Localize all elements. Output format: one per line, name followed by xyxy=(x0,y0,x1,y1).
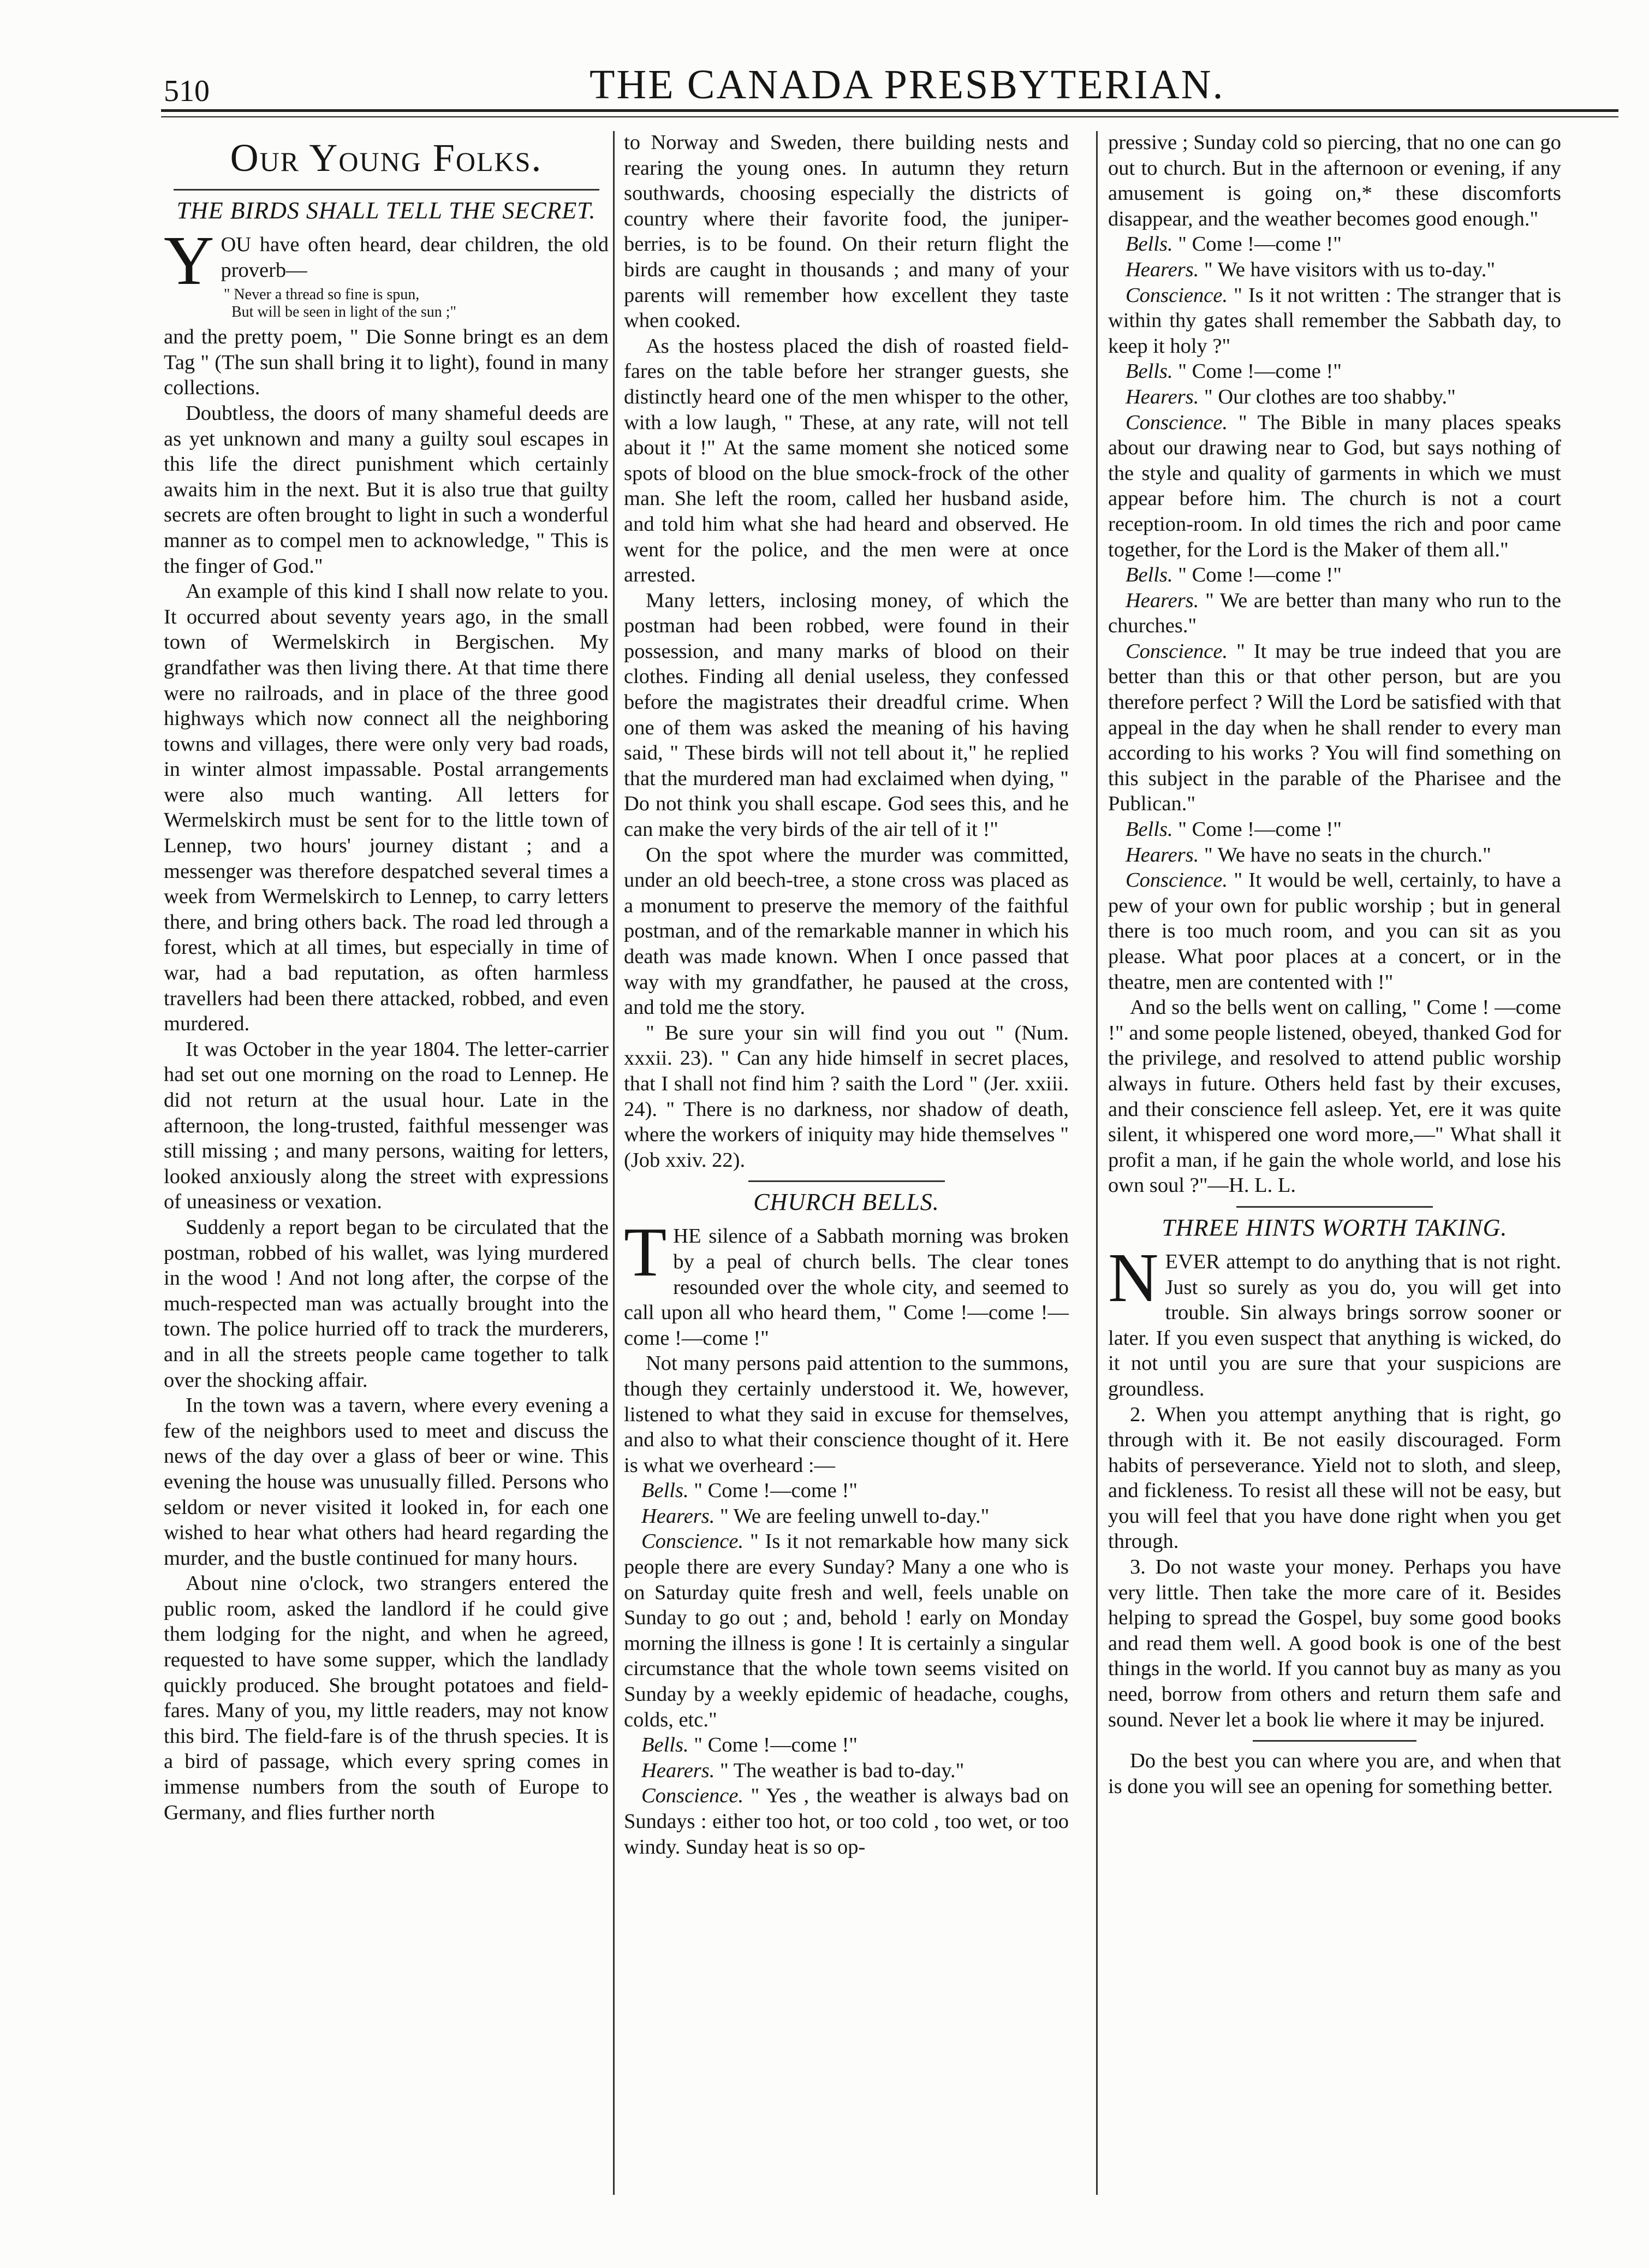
speaker: Hearers. xyxy=(1126,258,1199,281)
paragraph: to Norway and Sweden, there building nests and rearing the young ones. In autumn they return southwards, choosing especially the districts of country where their favorite food, the juniper-berries, is to be found. On their return flight the birds are caught in thousands ; and many of your parents will remember how excellent they taste when cooked. xyxy=(624,131,1069,333)
speech: " Our clothes are too shabby." xyxy=(1199,385,1456,408)
story-title: THE BIRDS SHALL TELL THE SECRET. xyxy=(176,197,596,224)
speech: " We have visitors with us to-day." xyxy=(1199,258,1496,281)
dialogue-line xyxy=(1108,817,1561,842)
paragraph: 3. Do not waste your money. Perhaps you have very little. Then take the more care of it. Besides helping to spread the Gospel, buy some good books and read them well. A good book is one of the best things in the world. If you cannot buy as many as you need, borrow from others and return them safe and sound. Never let a book lie where it may be injured. xyxy=(1108,1555,1561,1731)
paragraph: Suddenly a report began to be circulated that the postman, robbed of his wallet, was lying murdered in the wood ! And not long after, the corpse of the much-respected man was actually brought into the town. The police hurried off to track the murderers, and in all the streets people came together to talk over the shocking affair. xyxy=(164,1215,609,1392)
dialogue-line xyxy=(1108,562,1561,588)
dialogue-line xyxy=(624,1732,1069,1758)
speech: " Yes , the weather is always bad on Sundays : either too hot, or too cold , too wet, or too windy. Sunday heat is so op- xyxy=(624,1784,1069,1859)
paragraph: THE silence of a Sabbath morning was broken by a peal of church bells. The clear tones resounded over the whole city, and seemed to call upon all who heard them, " Come !—come !—come !—come !" xyxy=(624,1213,1069,1350)
paragraph: pressive ; Sunday cold so piercing, that no one can go out to church. But in the afternoon or evening, if any amusement is going on,* these discomforts disappear, and the weather becomes good enough." xyxy=(1108,131,1561,230)
speech: " The weather is bad to-day." xyxy=(715,1759,965,1782)
article-separator xyxy=(1253,1740,1416,1742)
dialogue-line xyxy=(1108,257,1561,283)
paragraph: Do the best you can where you are, and when that is done you will see an opening for something better. xyxy=(1108,1749,1561,1798)
speaker: Hearers. xyxy=(641,1759,715,1782)
dialogue-line xyxy=(1108,283,1561,359)
header-rule-thick xyxy=(161,109,1618,112)
speaker: Bells. xyxy=(1126,233,1173,256)
speaker: Bells. xyxy=(1126,360,1173,383)
paragraph: YOU have often heard, dear children, the old proverb— xyxy=(164,222,609,299)
verse-line: But will be seen in light of the sun ;" xyxy=(231,304,456,321)
speech: " Come !—come !" xyxy=(1172,233,1342,256)
column-3 xyxy=(1108,130,1561,1799)
article-title: CHURCH BELLS. xyxy=(753,1189,939,1216)
speaker: Conscience. xyxy=(1126,283,1228,307)
paragraph: 2. When you attempt anything that is right, go through with it. Be not easily discouraged. Form habits of perseverance. Yield not to sloth, and sleep, and fickleness. To resist all these will not be easy, but you will feel that you have done right when you get through. xyxy=(1108,1403,1561,1553)
column-2 xyxy=(624,130,1069,1860)
masthead: THE CANADA PRESBYTERIAN. xyxy=(590,62,1225,108)
dialogue-line xyxy=(624,1783,1069,1860)
dialogue-line xyxy=(1108,231,1561,257)
speech: " Come !—come !" xyxy=(688,1733,858,1757)
article-separator xyxy=(1236,1206,1433,1208)
speaker: Hearers. xyxy=(1126,589,1199,612)
speech: " It may be true indeed that you are better than this or that other person, but are you therefore perfect ? Will the Lord be satisfied with that appeal in the day when he shall render to every man according to his works ? You will find something on this subject in the parable of the Pharisee and the Publican." xyxy=(1108,639,1561,816)
dialogue-line xyxy=(1108,639,1561,817)
paragraph: " Be sure your sin will find you out " (Num. xxxii. 23). " Can any hide himself in secret places, that I shall not find him ? saith the Lord " (Jer. xxiii. 24). " There is no darkness, nor shadow of death, where the workers of iniquity may hide themselves " (Job xxiv. 22). xyxy=(624,1021,1069,1172)
dialogue-line xyxy=(1108,842,1561,868)
column-1 xyxy=(164,130,609,1825)
speech: " Is it not remarkable how many sick people there are every Sunday? Many a one who is on Saturday quite fresh and well, feels unable on Sunday to go out ; and, behold ! early on Monday morning the illness is gone ! It is certainly a singular circumstance that the whole town seems visited on Sunday by a weekly epidemic of headache, coughs, colds, etc." xyxy=(624,1530,1069,1731)
speech: " We have no seats in the church." xyxy=(1199,843,1491,866)
speech: " The Bible in many places speaks about our drawing near to God, but says nothing of the style and quality of garments in which we must appear before him. The church is not a court reception-room. In old times the rich and poor came together, for the Lord is the Maker of them all." xyxy=(1108,411,1561,561)
paragraph: And so the bells went on calling, " Come ! —come !" and some people listened, obeyed, thanked God for the privilege, and resolved to attend public worship always in future. Others held fast by their excuses, and their conscience fell asleep. Yet, ere it was quite silent, it whispered one word more,—" What shall it profit a man, if he gain the whole world, and lose his own soul ?"—H. L. L. xyxy=(1108,996,1561,1197)
paragraph: NEVER attempt to do anything that is not right. Just so surely as you do, you will get into trouble. Sin always brings sorrow sooner or later. If you even suspect that anything is wicked, do it not until you are sure that your suspicions are groundless. xyxy=(1108,1238,1561,1400)
column-divider-1 xyxy=(613,131,615,2195)
speaker: Conscience. xyxy=(1126,411,1228,434)
speaker: Bells. xyxy=(1126,563,1173,587)
paragraph: and the pretty poem, " Die Sonne bringt es an dem Tag " (The sun shall bring it to light), found in many collections. xyxy=(164,325,609,400)
paragraph: It was October in the year 1804. The letter-carrier had set out one morning on the road to Lennep. He did not return at the usual hour. Late in the afternoon, the long-trusted, faithful messenger was still missing ; and many persons, waiting for letters, looked anxiously along the street with expressions of uneasiness or vexation. xyxy=(164,1037,609,1214)
paragraph: As the hostess placed the dish of roasted field-fares on the table before her stranger guests, she distinctly heard one of the men whisper to the other, with a low laugh, " These, at any rate, will not tell about it !" At the same moment she noticed some spots of blood on the blue smock-frock of the other man. She left the room, called her husband aside, and told him what she had heard and observed. He went for the police, and the men were at once arrested. xyxy=(624,334,1069,587)
speaker: Bells. xyxy=(641,1479,689,1503)
speaker: Bells. xyxy=(1126,818,1173,841)
speech: " We are feeling unwell to-day." xyxy=(715,1504,990,1528)
speaker: Conscience. xyxy=(641,1530,744,1553)
speaker: Conscience. xyxy=(1126,869,1228,892)
paragraph: About nine o'clock, two strangers entered the public room, asked the landlord if he could give them lodging for the night, and when he agreed, requested to have some supper, which the landlady quickly produced. She brought potatoes and field-fares. Many of you, my little readers, may not know this bird. The field-fare is of the thrush species. It is a bird of passage, which every spring comes in immense numbers from the south of Europe to Germany, and flies further north xyxy=(164,1572,609,1824)
speaker: Conscience. xyxy=(1126,639,1228,663)
speech: " Come !—come !" xyxy=(1172,818,1342,841)
dialogue-line xyxy=(1108,384,1561,410)
section-rule xyxy=(174,189,599,191)
dialogue-line xyxy=(624,1478,1069,1504)
speech: " Come !—come !" xyxy=(1172,360,1342,383)
dialogue-line xyxy=(1108,868,1561,995)
article-separator xyxy=(748,1180,945,1182)
speaker: Bells. xyxy=(641,1733,689,1757)
dialogue-line xyxy=(624,1529,1069,1732)
paragraph: Many letters, inclosing money, of which the postman had been robbed, were found in their possession, and many marks of blood on their clothes. Finding all denial useless, they confessed before the magistrates their dreadful crime. When one of them was asked the meaning of his having said, " These birds will not tell about it," he replied that the murdered man had exclaimed when dying, " Do not think you shall escape. God sees this, and he can make the very birds of the air tell of it !" xyxy=(624,589,1069,841)
speaker: Hearers. xyxy=(1126,385,1199,408)
page-number: 510 xyxy=(164,74,210,108)
speaker: Hearers. xyxy=(641,1504,715,1528)
paragraph: Doubtless, the doors of many shameful deeds are as yet unknown and many a guilty soul escapes in this life the direct punishment which certainly awaits him in the next. But it is also true that guilty secrets are often brought to light in such a wonderful manner as to compel men to acknowledge, " This is the finger of God." xyxy=(164,401,609,578)
speaker: Hearers. xyxy=(1126,843,1199,866)
verse-line: " Never a thread so fine is spun, xyxy=(224,286,420,304)
speech: " Come !—come !" xyxy=(688,1479,858,1503)
paragraph: Not many persons paid attention to the summons, though they certainly understood it. We, however, listened to what they said in excuse for themselves, and also to what their conscience thought of it. Here is what we overheard :— xyxy=(624,1352,1069,1477)
column-divider-2 xyxy=(1096,131,1098,2195)
paragraph: An example of this kind I shall now relate to you. It occurred about seventy years ago, in the small town of Wermelskirch in Bergischen. My grandfather was then living there. At that time there were no railroads, and in place of the three good highways which now connect all the neighboring towns and villages, there were only very bad roads, in winter almost impassable. Postal arrangements were also much wanting. All letters for Wermelskirch must be sent for to the little town of Lennep, two hours' journey distant ; and a messenger was therefore despatched several times a week from Wermelskirch to Lennep, to carry letters there, and bring others back. The road led through a forest, which at all times, but especially in time of war, had a bad reputation, as often harmless travellers had been there attacked, robbed, and even murdered. xyxy=(164,580,609,1036)
speech: " Is it not written : The stranger that is within thy gates shall remember the Sabbath day, to keep it holy ?" xyxy=(1108,283,1561,358)
speech: " It would be well, certainly, to have a pew of your own for public worship ; but in general there is too much room, and you can sit as you please. What poor places at a concert, or in the theatre, men are contented with !" xyxy=(1108,869,1561,994)
proverb-verse xyxy=(224,286,609,321)
article-title: THREE HINTS WORTH TAKING. xyxy=(1162,1214,1508,1241)
dialogue-line xyxy=(1108,588,1561,639)
paragraph: On the spot where the murder was committed, under an old beech-tree, a stone cross was placed as a monument to preserve the memory of the faithful postman, and of the remarkable manner in which his death was made known. When I once passed that way with my grandfather, he paused at the cross, and told me the story. xyxy=(624,843,1069,1019)
dialogue-line xyxy=(1108,410,1561,563)
dialogue-line xyxy=(624,1504,1069,1529)
section-title: Our Young Folks. xyxy=(230,136,543,180)
paragraph: In the town was a tavern, where every evening a few of the neighbors used to meet and discuss the news of the day over a glass of beer or wine. This evening the house was unusually filled. Persons who seldom or never visited it looked in, for each one wished to hear what others had heard regarding the murder, and the bustle continued for many hours. xyxy=(164,1394,609,1570)
speaker: Conscience. xyxy=(641,1784,744,1808)
header-rule-thin xyxy=(161,116,1618,117)
speech: " We are better than many who run to the churches." xyxy=(1108,589,1561,638)
speech: " Come !—come !" xyxy=(1172,563,1342,587)
dialogue-line xyxy=(624,1758,1069,1784)
dialogue-line xyxy=(1108,359,1561,384)
